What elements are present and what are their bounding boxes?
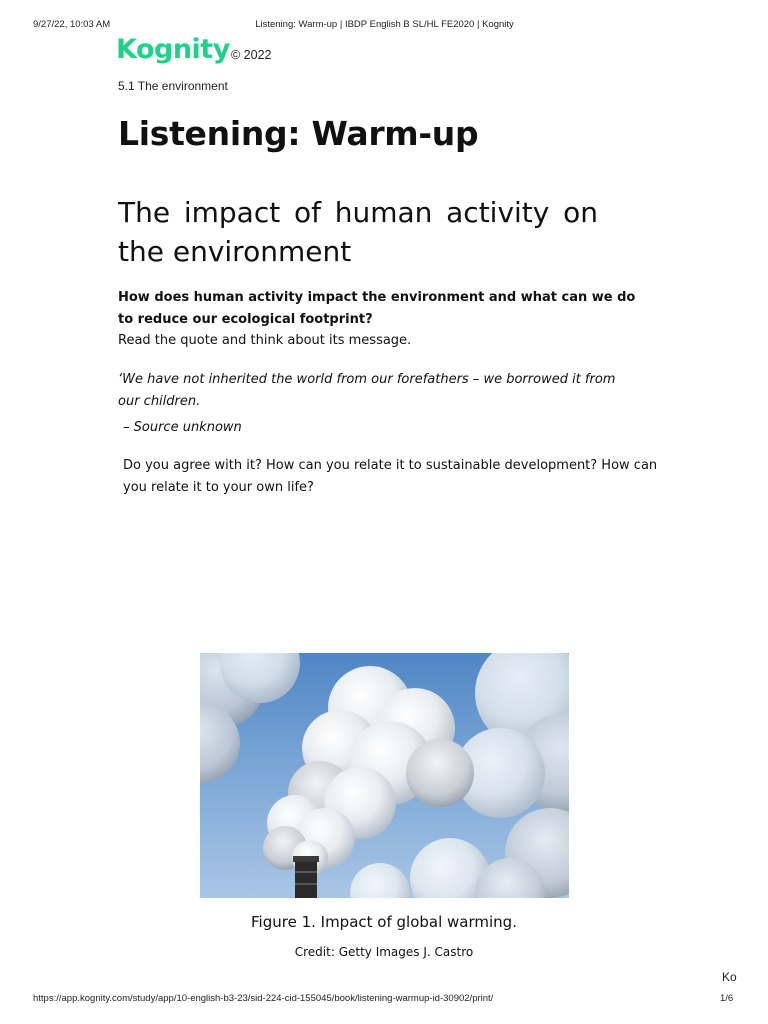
print-header: [33, 19, 736, 33]
smokestack-smoke-photo: [200, 653, 569, 898]
print-datetime: 9/27/22, 10:03 AM: [33, 19, 111, 30]
kognity-logo: Kognity: [116, 34, 230, 65]
quote-text: ‘We have not inherited the world from our forefathers – we borrowed it from our children.: [118, 372, 616, 409]
page-title: Listening: Warm-up: [118, 114, 479, 153]
reflection-prompt: Do you agree with it? How can you relate it to sustainable development? How can you relate it to your own life?: [123, 458, 658, 495]
figure-credit: Credit: Getty Images J. Castro: [294, 945, 474, 959]
breadcrumb: 5.1 The environment: [118, 79, 228, 93]
figure-caption: Figure 1. Impact of global warming.: [251, 913, 517, 931]
footer-url: https://app.kognity.com/study/app/10-english-b3-23/sid-224-cid-155045/book/listening-warmup-id-30902/print/: [33, 993, 494, 1004]
instruction-text: Read the quote and think about its message.: [118, 333, 412, 348]
copyright: © 2022: [231, 48, 272, 62]
quote-source: – Source unknown: [123, 420, 242, 435]
print-page-title: Listening: Warm-up | IBDP English B SL/HL FE2020 | Kognity: [255, 19, 514, 30]
guiding-question: How does human activity impact the environment and what can we do to reduce our ecological footprint?: [118, 290, 636, 327]
section-title: The impact of human activity on the environment: [118, 196, 598, 268]
footer-page-number: 1/6: [720, 993, 734, 1004]
footer-logo-fragment: Ko: [722, 970, 737, 984]
